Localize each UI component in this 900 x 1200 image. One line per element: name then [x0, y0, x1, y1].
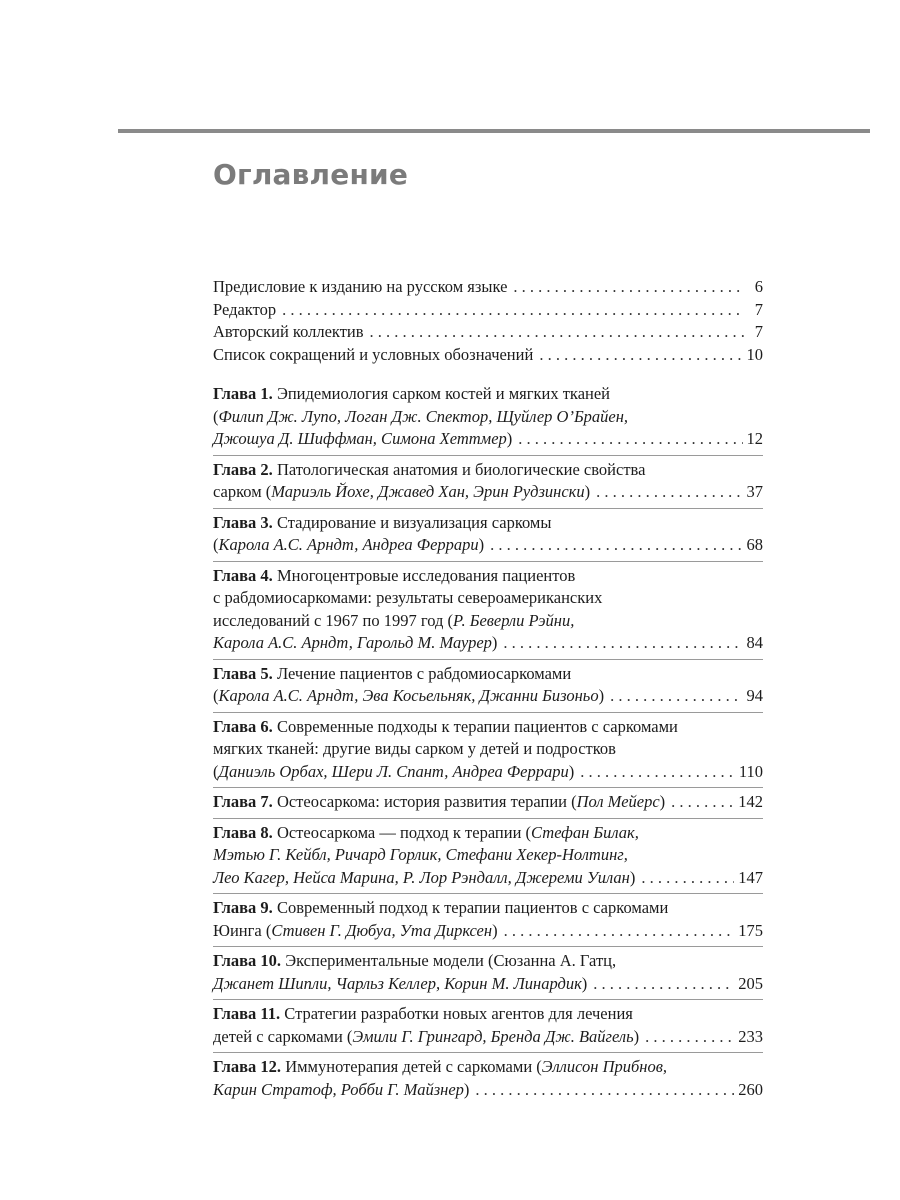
chapter-line — [213, 534, 763, 557]
chapter-line-body — [213, 844, 763, 867]
chapter-title-text: ) — [568, 761, 575, 781]
chapter-line-text — [213, 791, 665, 814]
chapter-line — [213, 685, 763, 708]
toc-entry-body — [213, 276, 749, 299]
dot-leader — [518, 428, 742, 451]
chapter-line — [213, 663, 763, 686]
chapter-authors: Карола А.С. Арндт, Эва Косьельняк, Джанни Бизоньо — [218, 686, 599, 705]
chapter-line-text — [213, 738, 616, 761]
chapter-label: Глава 6. — [213, 716, 273, 736]
chapter-label: Глава 5. — [213, 663, 273, 683]
chapter-line-text — [213, 481, 590, 504]
chapter-line-body — [213, 428, 747, 451]
chapter-line-body — [213, 822, 763, 845]
dot-leader — [282, 299, 745, 322]
chapter-title-text: ) — [492, 920, 498, 940]
chapter-entry[interactable] — [213, 999, 763, 1052]
chapter-title-text: Юинга ( — [213, 920, 272, 940]
chapter-title-text: Экспериментальные модели ( — [281, 951, 494, 970]
chapter-line-text — [213, 1026, 639, 1049]
dot-leader — [370, 321, 745, 344]
chapter-label: Глава 11. — [213, 1004, 281, 1023]
chapter-title-text: Остеосаркома — подход к терапии ( — [272, 822, 532, 842]
chapter-line — [213, 1026, 763, 1049]
chapter-line — [213, 383, 763, 406]
chapter-authors: Лео Кагер, Нейса Марина, Р. Лор Рэндалл, Джереми Уилан — [213, 867, 630, 887]
dot-leader — [645, 1026, 734, 1049]
chapter-line — [213, 459, 763, 482]
dot-leader — [513, 276, 745, 299]
chapter-title-text: ) — [491, 633, 498, 652]
chapter-line-body — [213, 897, 763, 920]
chapter-authors: Джанет Шипли, Чарльз Келлер, Корин М. Линардик — [213, 973, 582, 993]
chapter-line — [213, 565, 763, 588]
chapter-label: Глава 2. — [213, 459, 273, 479]
chapter-line-body — [213, 738, 763, 761]
chapter-line — [213, 587, 763, 610]
dot-leader — [580, 761, 735, 784]
dot-leader — [671, 791, 734, 814]
chapter-line — [213, 1056, 763, 1079]
chapter-line-body — [213, 950, 763, 973]
chapter-line-body — [213, 920, 738, 943]
dot-leader — [504, 920, 735, 943]
chapter-line-body — [213, 565, 763, 588]
page-number: 12 — [746, 429, 763, 448]
chapter-line-body — [213, 1056, 763, 1079]
chapter-entry[interactable] — [213, 946, 763, 999]
chapter-entry[interactable] — [213, 818, 763, 894]
chapter-line-body — [213, 1003, 763, 1026]
chapter-line-body — [213, 716, 763, 739]
chapter-line — [213, 632, 763, 655]
chapter-title-text: Стадирование и визуализация саркомы — [272, 512, 552, 532]
chapter-line-text — [213, 383, 610, 406]
toc-entry-title: Список сокращений и условных обозначений — [213, 344, 534, 364]
chapter-title-text: Иммунотерапия детей с саркомами ( — [281, 1057, 542, 1076]
chapter-title-text: ( — [213, 686, 219, 705]
page-number: 6 — [754, 277, 763, 296]
chapter-label: Глава 1. — [213, 384, 273, 403]
chapter-line — [213, 1079, 763, 1102]
chapter-label: Глава 8. — [213, 822, 273, 842]
chapter-line-body — [213, 1026, 738, 1049]
page-number: 142 — [738, 792, 763, 811]
chapter-entry[interactable] — [213, 787, 763, 818]
chapter-line-body — [213, 534, 747, 557]
chapter-line-text — [213, 716, 678, 739]
chapter-line — [213, 428, 763, 451]
toc-entry[interactable] — [213, 344, 763, 367]
chapter-authors: Карола А.С. Арндт, Андреа Феррари — [218, 535, 479, 554]
chapter-title-text: мягких тканей: другие виды сарком у детей и подростков — [213, 739, 616, 758]
chapter-line — [213, 822, 763, 845]
chapter-line — [213, 610, 763, 633]
chapter-authors: Эллисон Прибнов, — [541, 1057, 668, 1076]
chapter-line — [213, 761, 763, 784]
dot-leader — [475, 1079, 734, 1102]
chapter-title-text: ) — [659, 792, 666, 811]
chapter-line-body — [213, 406, 763, 429]
chapter-title-text: детей с саркомами ( — [213, 1026, 353, 1046]
chapter-authors: Стефан Билак, — [531, 822, 639, 842]
chapter-entry[interactable] — [213, 893, 763, 946]
chapter-line-body — [213, 383, 763, 406]
chapter-title-text: Стратегии разработки новых агентов для лечения — [280, 1004, 633, 1023]
front-matter-list — [213, 276, 763, 366]
toc-entry-title: Авторский коллектив — [213, 322, 364, 341]
chapter-line-text — [213, 406, 628, 429]
chapter-title-text: Сюзанна А. Гатц, — [493, 951, 617, 970]
chapter-line-body — [213, 632, 747, 655]
top-rule — [118, 129, 870, 133]
chapter-line-text — [213, 920, 498, 943]
table-of-contents — [213, 276, 763, 1105]
toc-entry-body — [213, 344, 747, 367]
chapter-line-text — [213, 1056, 667, 1079]
chapter-line-text — [213, 610, 574, 633]
page-number: 10 — [746, 344, 763, 364]
chapter-line-text — [213, 587, 602, 610]
toc-entry[interactable] — [213, 299, 763, 322]
toc-entry-title: Предисловие к изданию на русском языке — [213, 277, 508, 296]
dot-leader — [539, 344, 742, 367]
toc-entry-title: Редактор — [213, 299, 277, 319]
chapter-line — [213, 844, 763, 867]
page-number: 205 — [738, 973, 763, 993]
chapter-line-body — [213, 610, 763, 633]
chapter-line — [213, 920, 763, 943]
chapter-line — [213, 512, 763, 535]
chapter-entry[interactable] — [213, 659, 763, 712]
chapter-line-body — [213, 973, 738, 996]
chapter-authors: Эмили Г. Грингард, Бренда Дж. Вайгель — [352, 1026, 634, 1046]
chapter-title-text: ) — [584, 482, 591, 501]
chapter-line-text — [213, 632, 497, 655]
dot-leader — [610, 685, 742, 708]
chapter-line-body — [213, 1079, 738, 1102]
chapter-line — [213, 791, 763, 814]
chapter-line-text — [213, 1079, 469, 1102]
chapter-title-text: Современный подход к терапии пациентов с саркомами — [272, 898, 669, 917]
chapter-title-text: с рабдомиосаркомами: результаты североамериканских — [213, 588, 603, 607]
chapter-line — [213, 950, 763, 973]
chapter-label: Глава 12. — [213, 1057, 282, 1076]
chapter-line-text — [213, 867, 635, 890]
chapter-title-text: Патологическая анатомия и биологические свойства — [272, 459, 646, 479]
chapter-title-text: Эпидемиология сарком костей и мягких тканей — [272, 384, 610, 403]
page-number: 7 — [754, 322, 763, 341]
chapter-title-text: ) — [506, 429, 513, 448]
chapter-line — [213, 973, 763, 996]
toc-entry[interactable] — [213, 276, 763, 299]
chapter-authors: Даниэль Орбах, Шери Л. Спант, Андреа Феррари — [218, 761, 569, 781]
chapter-entry[interactable] — [213, 380, 763, 455]
chapter-line-text — [213, 1003, 633, 1026]
page-number: 175 — [738, 920, 763, 940]
toc-entry[interactable] — [213, 321, 763, 344]
chapter-line-text — [213, 663, 571, 686]
chapter-label: Глава 9. — [213, 898, 273, 917]
chapter-line-body — [213, 481, 747, 504]
chapter-line — [213, 738, 763, 761]
chapter-authors: Карола А.С. Арндт, Гарольд М. Маурер — [213, 633, 492, 652]
toc-entry-body — [213, 321, 749, 344]
chapter-title-text: сарком ( — [213, 482, 272, 501]
chapter-authors: Мэтью Г. Кейбл, Ричард Горлик, Стефани Хекер-Нолтинг, — [213, 845, 628, 864]
chapter-authors: Стивен Г. Дюбуа, Ута Дирксен — [271, 920, 493, 940]
page-number: 233 — [738, 1026, 763, 1046]
chapter-label: Глава 7. — [213, 792, 273, 811]
chapter-title-text: Лечение пациентов с рабдомиосаркомами — [272, 663, 572, 683]
page-number: 37 — [746, 482, 763, 501]
chapter-title-text: Многоцентровые исследования пациентов — [272, 565, 576, 585]
chapter-entry[interactable] — [213, 1052, 763, 1105]
chapter-title-text: ) — [629, 867, 636, 887]
chapter-line — [213, 716, 763, 739]
chapter-line-text — [213, 565, 575, 588]
page-number: 110 — [738, 761, 763, 781]
chapter-line-text — [213, 761, 574, 784]
chapter-title-text: ) — [478, 535, 485, 554]
chapter-title-text: исследований с 1967 по 1997 год ( — [213, 610, 454, 630]
chapter-title-text: Современные подходы к терапии пациентов с саркомами — [272, 716, 678, 736]
chapter-label: Глава 4. — [213, 565, 273, 585]
chapter-line-text — [213, 534, 484, 557]
dot-leader — [593, 973, 734, 996]
chapter-line-body — [213, 791, 738, 814]
chapter-line — [213, 406, 763, 429]
chapter-title-text: ( — [213, 406, 219, 426]
dot-leader — [641, 867, 734, 890]
chapter-line — [213, 867, 763, 890]
chapter-line-body — [213, 685, 747, 708]
chapter-line — [213, 897, 763, 920]
page-title: Оглавление — [213, 158, 409, 191]
chapter-list — [213, 380, 763, 1105]
chapter-line-text — [213, 685, 604, 708]
chapter-authors: Мариэль Йохе, Джавед Хан, Эрин Рудзински — [271, 482, 585, 501]
chapter-title-text: ) — [463, 1079, 470, 1099]
page-number: 147 — [738, 867, 763, 887]
chapter-entry[interactable] — [213, 508, 763, 561]
chapter-entry[interactable] — [213, 561, 763, 659]
chapter-title-text: ( — [213, 535, 219, 554]
chapter-title-text: Остеосаркома: история развития терапии ( — [272, 792, 577, 811]
chapter-line-body — [213, 867, 738, 890]
chapter-label: Глава 3. — [213, 512, 273, 532]
chapter-line-body — [213, 512, 763, 535]
chapter-entry[interactable] — [213, 455, 763, 508]
chapter-line-text — [213, 844, 628, 867]
chapter-line-text — [213, 973, 587, 996]
chapter-line-body — [213, 761, 739, 784]
chapter-line — [213, 1003, 763, 1026]
chapter-line-text — [213, 459, 645, 482]
chapter-authors: Р. Беверли Рэйни, — [453, 610, 575, 630]
page-number: 7 — [754, 299, 763, 319]
chapter-entry[interactable] — [213, 712, 763, 788]
page-number: 68 — [746, 535, 763, 554]
dot-leader — [490, 534, 742, 557]
chapter-line — [213, 481, 763, 504]
chapter-line-body — [213, 587, 763, 610]
chapter-title-text: ) — [598, 686, 605, 705]
chapter-line-text — [213, 950, 616, 973]
chapter-title-text: ) — [633, 1026, 640, 1046]
page-number: 94 — [746, 686, 763, 705]
chapter-authors: Пол Мейерс — [576, 792, 660, 811]
chapter-authors: Карин Стратоф, Робби Г. Майзнер — [213, 1079, 464, 1099]
chapter-title-text: ( — [213, 761, 219, 781]
chapter-line-text — [213, 512, 551, 535]
page-number: 84 — [746, 633, 763, 652]
chapter-label: Глава 10. — [213, 951, 282, 970]
chapter-line-body — [213, 663, 763, 686]
chapter-line-body — [213, 459, 763, 482]
chapter-authors: Джошуа Д. Шиффман, Симона Хеттмер — [213, 429, 507, 448]
chapter-title-text: ) — [581, 973, 588, 993]
chapter-authors: Филип Дж. Лупо, Логан Дж. Спектор, Щуйлер О’Брайен, — [218, 406, 629, 426]
dot-leader — [503, 632, 742, 655]
toc-entry-body — [213, 299, 749, 322]
dot-leader — [596, 481, 742, 504]
chapter-line-text — [213, 428, 512, 451]
chapter-line-text — [213, 897, 668, 920]
chapter-line-text — [213, 822, 639, 845]
page-number: 260 — [738, 1079, 763, 1099]
